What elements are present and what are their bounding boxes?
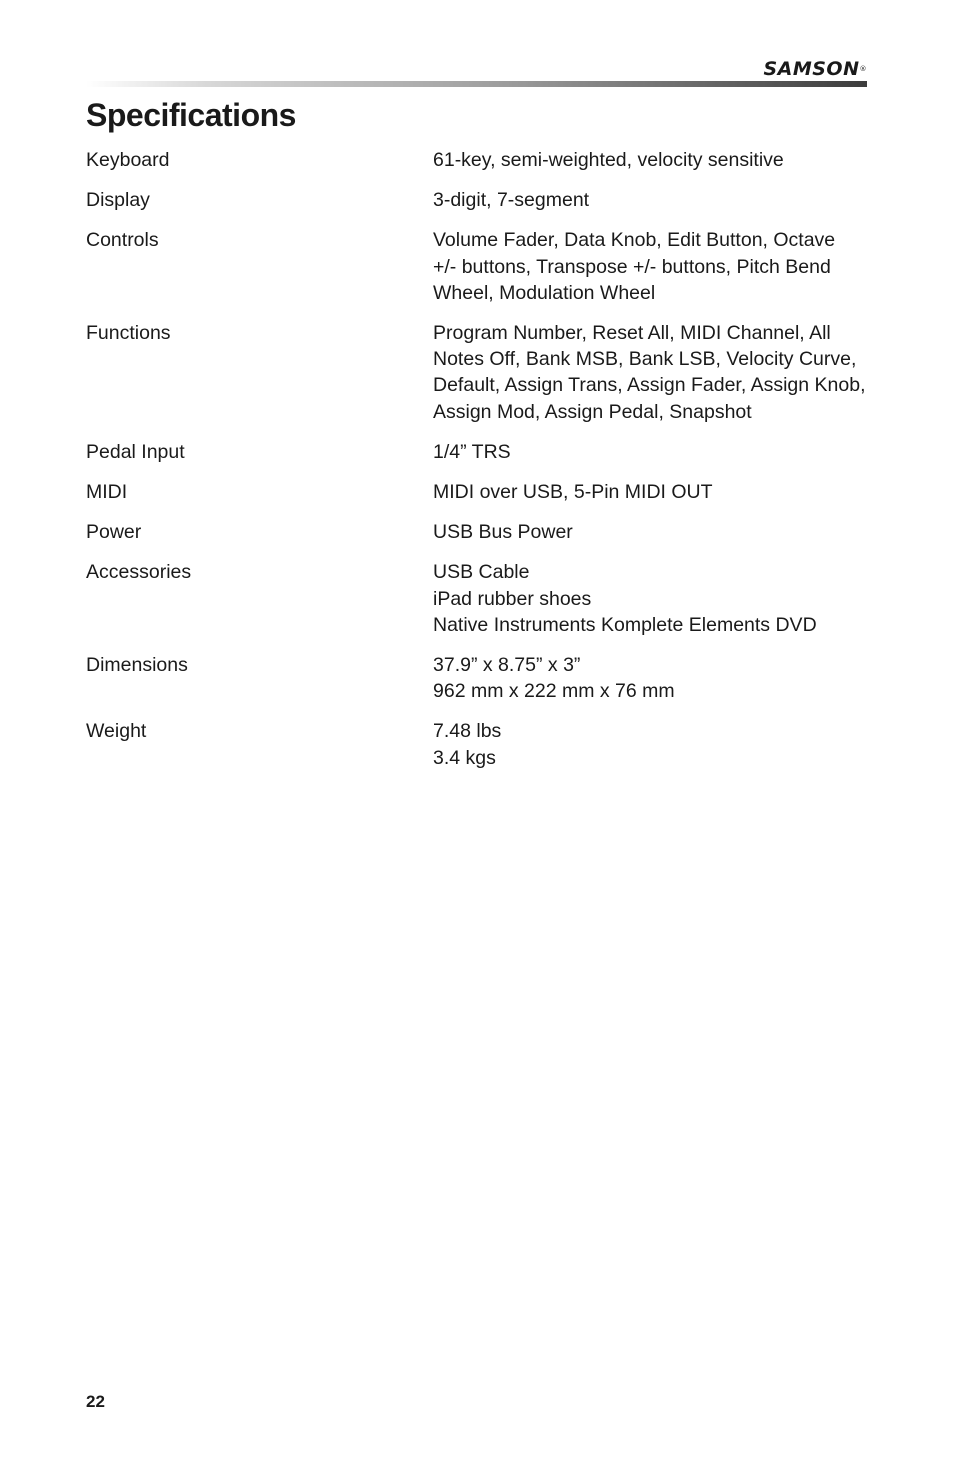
spec-value-line: USB Cable [433,561,530,584]
spec-row [86,187,876,213]
spec-row [86,147,876,173]
spec-row [86,559,876,638]
spec-value-line: +/- buttons, Transpose +/- buttons, Pitch Bend [433,255,831,278]
spec-value-line: 61-key, semi-weighted, velocity sensitive [433,149,784,171]
spec-label: Pedal Input [86,440,185,463]
spec-value-line: 7.48 lbs [433,720,502,743]
spec-label: Power [86,521,142,544]
spec-value-line: Native Instruments Komplete Elements DVD [433,613,817,636]
spec-value [433,479,873,505]
page-title: Specifications [86,97,296,133]
spec-value [433,187,873,213]
spec-value-line: 1/4” TRS [433,440,511,463]
spec-row [86,320,876,425]
spec-value-line: Notes Off, Bank MSB, Bank LSB, Velocity Curve, [433,348,857,371]
spec-row [86,227,876,306]
spec-value [433,718,873,770]
spec-value-line: 3-digit, 7-segment [433,189,590,212]
spec-value [433,519,873,545]
spec-label: MIDI [86,481,128,504]
header-rule [86,81,867,87]
spec-label: Keyboard [86,149,170,171]
spec-row [86,479,876,505]
spec-value-line: MIDI over USB, 5-Pin MIDI OUT [433,481,713,504]
spec-value [433,439,873,465]
spec-value [433,147,873,173]
spec-value-line: Assign Mod, Assign Pedal, Snapshot [433,400,752,423]
spec-value [433,652,873,704]
brand-name: SAMSON [763,58,860,80]
samson-logo [763,58,867,80]
spec-row [86,439,876,465]
spec-row [86,652,876,704]
spec-value-line: 3.4 kgs [433,746,496,769]
spec-value-line: Program Number, Reset All, MIDI Channel, All [433,322,831,345]
spec-row [86,519,876,545]
spec-value-line: iPad rubber shoes [433,587,592,610]
spec-value-line: Volume Fader, Data Knob, Edit Button, Octave [433,229,836,252]
spec-value [433,227,873,306]
trademark-mark: ® [859,65,867,73]
spec-label: Dimensions [86,654,188,677]
spec-row [86,718,876,770]
spec-label: Controls [86,229,159,252]
spec-value-line: 37.9” x 8.75” x 3” [433,654,581,677]
spec-label: Display [86,189,150,212]
spec-value-line: Default, Assign Trans, Assign Fader, Assign Knob, [433,374,866,397]
spec-label: Functions [86,322,171,345]
spec-label: Weight [86,720,147,743]
spec-label: Accessories [86,561,192,584]
spec-value [433,320,873,425]
spec-value-line: 962 mm x 222 mm x 76 mm [433,680,675,703]
specifications-table [86,147,876,785]
spec-value [433,559,873,638]
spec-value-line: Wheel, Modulation Wheel [433,281,656,304]
spec-value-line: USB Bus Power [433,521,573,544]
page-number: 22 [86,1392,105,1411]
